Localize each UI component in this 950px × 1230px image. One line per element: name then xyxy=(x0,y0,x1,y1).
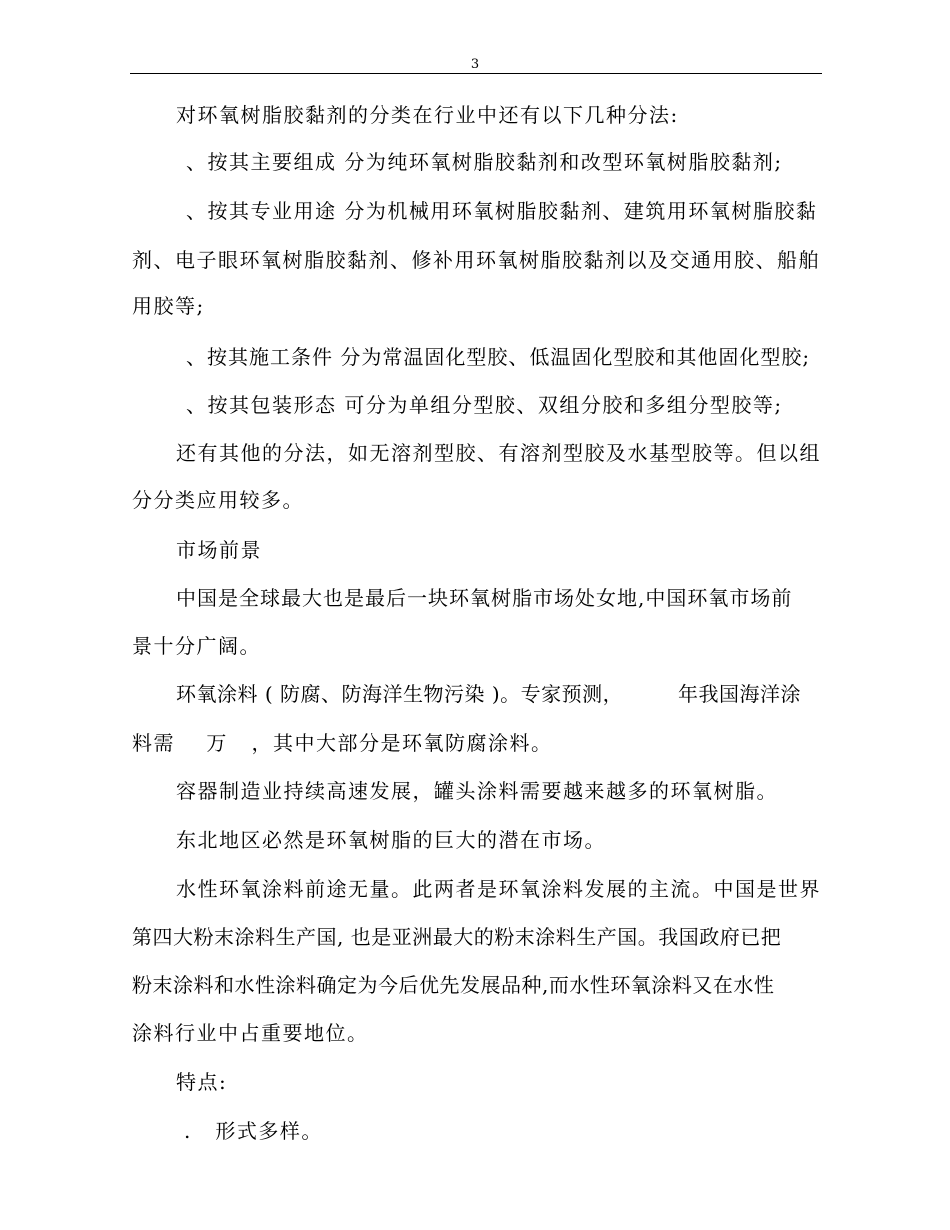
paragraph-by-usage-line-3: 用胶等; xyxy=(132,294,205,318)
heading-features: 特点: xyxy=(176,1070,228,1094)
heading-market-outlook: 市场前景 xyxy=(176,538,262,562)
paragraph-by-composition: 、按其主要组成 分为纯环氧树脂胶黏剂和改型环氧树脂胶黏剂; xyxy=(186,150,783,174)
paragraph-china-market-line-1: 中国是全球最大也是最后一块环氧树脂市场处女地,中国环氧市场前 xyxy=(176,586,793,610)
paragraph-china-market-line-2: 景十分广阔。 xyxy=(132,634,261,658)
paragraph-other-methods-line-1: 还有其他的分法，如无溶剂型胶、有溶剂型胶及水基型胶等。但以组 xyxy=(176,441,821,465)
page-number: 3 xyxy=(470,57,480,72)
header-rule xyxy=(130,73,822,74)
paragraph-waterborne-line-4: 涂料行业中占重要地位。 xyxy=(132,1021,369,1045)
list-item: . 形式多样。 xyxy=(184,1119,323,1143)
paragraph-waterborne-line-2: 第四大粉末涂料生产国, 也是亚洲最大的粉末涂料生产国。我国政府已把 xyxy=(132,925,782,949)
paragraph-by-usage-line-1: 、按其专业用途 分为机械用环氧树脂胶黏剂、建筑用环氧树脂胶黏 xyxy=(186,199,818,223)
paragraph-classification-intro: 对环氧树脂胶黏剂的分类在行业中还有以下几种分法: xyxy=(176,103,679,127)
paragraph-northeast-region: 东北地区必然是环氧树脂的巨大的潜在市场。 xyxy=(176,828,606,852)
paragraph-by-usage-line-2: 剂、电子眼环氧树脂胶黏剂、修补用环氧树脂胶黏剂以及交通用胶、船舶 xyxy=(132,248,820,272)
paragraph-coatings-line-1: 环氧涂料 ( 防腐、防海洋生物污染 )。专家预测， 年我国海洋涂 xyxy=(176,682,802,706)
paragraph-waterborne-line-1: 水性环氧涂料前途无量。此两者是环氧涂料发展的主流。中国是世界 xyxy=(176,877,821,901)
paragraph-coatings-line-2: 料需 万 ，其中大部分是环氧防腐涂料。 xyxy=(132,731,553,755)
paragraph-by-curing: 、按其施工条件 分为常温固化型胶、低温固化型胶和其他固化型胶; xyxy=(186,345,811,369)
paragraph-other-methods-line-2: 分分类应用较多。 xyxy=(132,488,304,512)
paragraph-container-industry: 容器制造业持续高速发展，罐头涂料需要越来越多的环氧树脂。 xyxy=(176,779,778,803)
paragraph-waterborne-line-3: 粉末涂料和水性涂料确定为今后优先发展品种,而水性环氧涂料又在水性 xyxy=(132,973,775,997)
paragraph-by-packaging: 、按其包装形态 可分为单组分型胶、双组分胶和多组分型胶等; xyxy=(186,393,783,417)
